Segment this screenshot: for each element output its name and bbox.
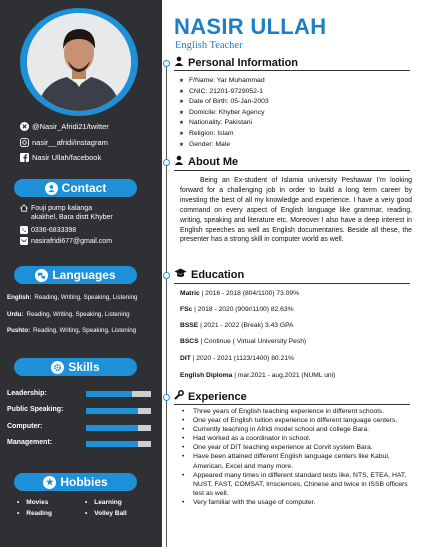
personal-info-item: ★ Gender: Male [179,140,269,151]
social-twitter[interactable] [20,122,109,131]
experience-item: • One year of English tuition experience in different language centers. [182,416,410,425]
contact-phone[interactable]: 0336-6833398 [20,226,76,237]
skill-public-speaking-bar [86,408,151,414]
hobby-reading: • Reading [17,510,52,517]
timeline-dot [163,272,170,279]
profile-photo [27,13,131,111]
skill-computer-bar [86,425,151,431]
phone-icon [20,226,28,237]
skill-fill [86,391,132,397]
personal-info-item: ★ Date of Birth: 05-Jan-2003 [179,97,269,108]
social-instagram[interactable] [20,138,108,147]
experience-list [182,407,410,507]
email-icon [20,237,28,248]
experience-item: • Three years of English teaching experience in different schools. [182,407,410,416]
education-heading: Education [174,268,244,281]
personal-info-item: ★ CNIC: 21201-9729052-1 [179,87,269,98]
timeline-dot [163,159,170,166]
skill-fill [86,408,138,414]
experience-heading: Experience [174,390,247,403]
experience-item: • Currently teaching in Afridi model school and college Bara. [182,425,410,434]
education-row-bscs: BSCS | Continue ( Virtual University Pesh) [180,338,307,345]
social-facebook-label: Nasir Ullah/facebook [32,153,102,162]
twitter-icon [20,122,29,131]
languages-heading: Languages [14,266,137,284]
language-urdu: Urdu: Reading, Writing, Speaking, Listening [7,311,130,318]
personal-info-item: ★ F/Name: Yar Muhammad [179,76,269,87]
personal-info-heading: Personal Information [174,56,298,69]
instagram-icon [20,138,29,147]
gear-icon [51,361,64,374]
personal-info-item: ★ Domicile: Khyber Agency [179,108,269,119]
wrench-icon [174,390,184,403]
skill-leadership-bar [86,391,151,397]
personal-info-item: ★ Nationality: Pakistani [179,118,269,129]
sidebar [0,0,162,547]
education-row-bsse: BSSE | 2021 - 2022 (Break) 3.43 GPA [180,322,294,329]
personal-info-item: ★ Religion: Islam [179,129,269,140]
about-heading: About Me [174,155,238,168]
experience-item: • One year of DIT teaching experience at Corvit system Bara. [182,443,410,452]
candidate-title: English Teacher [175,40,243,51]
experience-item: • Appeared many times in different standard tests like, NTS, ETEA, HAT, NUST, FAST, COMSAT, Imsciences, Chinese and twice in ISSB officers test as well. [182,471,410,498]
social-facebook[interactable] [20,153,101,162]
skill-fill [86,425,138,431]
contact-address [20,204,113,222]
social-instagram-label: nasir__afridi/instagram [32,138,108,147]
timeline-dot [163,60,170,67]
hobbies-heading: ★ Hobbies [14,473,137,491]
education-row-dit: DIT | 2020 - 2021 (1123/1400) 80.21% [180,355,294,362]
skill-management-label: Management: [7,439,53,446]
personal-info-list [179,76,269,150]
about-text: Being an Ex-student of Islamia university Peshawar I’m looking forward for a challenging job in order to build a long term career by investing the best of all my knowledge and experience. I have a very good command on every aspect of English language like grammar, reading, writing, speaking and literature etc. Moreover I also have a deep interest in English speeches as well as English documentaries. Beside all these, the presenter has a strong skill in computer world as well. [180,177,412,244]
facebook-icon [20,153,29,162]
timeline-dot [163,394,170,401]
address-line-1: Fouji pump kalanga [31,205,93,212]
skill-fill [86,441,138,447]
social-twitter-label: @Nasir_Afridi21/twitter [32,122,109,131]
experience-item: • Had worked as a coordinator in school. [182,434,410,443]
section-divider [174,283,410,284]
section-divider [174,404,410,405]
skill-computer-label: Computer: [7,423,43,430]
education-row-matric: Matric | 2016 - 2018 (804/1100) 73.09% [180,290,300,297]
address-line-2: akakhel, Bara distt Khyber [31,214,113,221]
contact-heading: Contact [14,179,137,197]
contact-email[interactable]: nasirafridi677@gmail.com [20,237,112,248]
language-icon [35,269,48,282]
hobby-learning: • Learning [85,499,122,506]
graduation-cap-icon [174,268,187,281]
skill-public-speaking-label: Public Speaking: [7,406,64,413]
education-row-fsc: FSc | 2018 - 2020 (909//1100) 82.63% [180,306,294,313]
hobby-movies: • Movies [17,499,48,506]
timeline-line [166,62,167,547]
skill-leadership-label: Leadership: [7,390,47,397]
home-icon [20,204,28,222]
section-divider [174,70,410,71]
hobby-volley-ball: • Volley Ball [85,510,127,517]
experience-item: • Have been attained different English language centers like Kabul, American, Excel and many more. [182,452,410,470]
language-english: English: Reading, Writing, Speaking, Listening [7,294,138,301]
skill-management-bar [86,441,151,447]
language-pushto: Pushto: Reading, Writing, Speaking, Listening [7,327,137,334]
education-row-english-diploma: English Diploma | mar,2021 - aug,2021 (NUML uni) [180,372,336,379]
section-divider [174,170,410,171]
user-icon [174,155,184,168]
user-icon [45,182,58,195]
star-icon: ★ [43,476,56,489]
candidate-name: NASIR ULLAH [174,14,327,39]
skills-heading: Skills [14,358,137,376]
experience-item: • Very familiar with the usage of computer. [182,498,410,507]
user-icon [174,56,184,69]
